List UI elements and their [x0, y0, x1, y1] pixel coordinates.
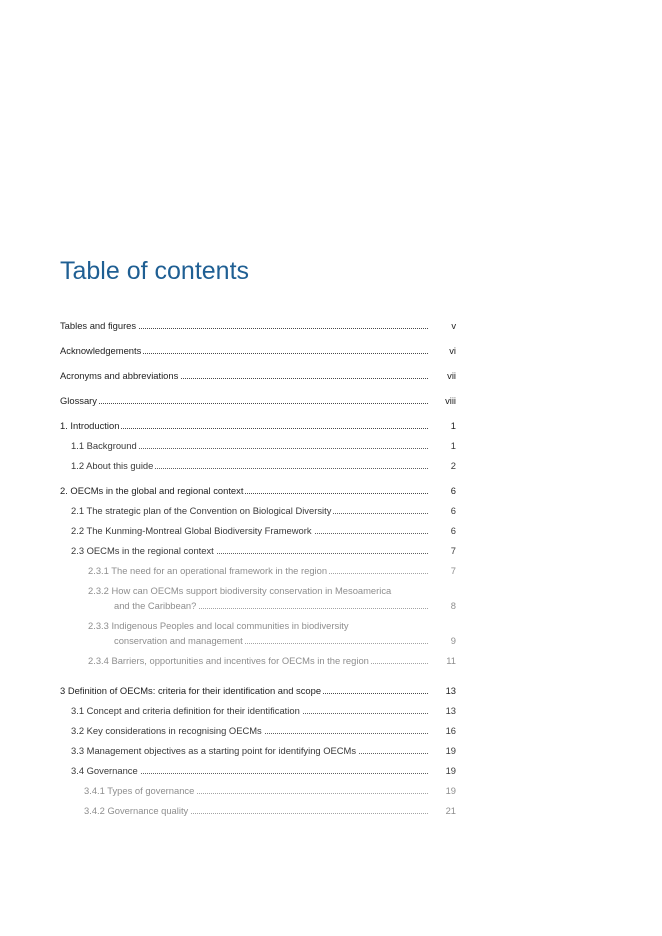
toc-entry-title: 2.3.2 How can OECMs support biodiversity conservation in Mesoamerica [88, 585, 392, 596]
toc-entry-page: 2 [450, 460, 456, 471]
toc-entry-page: 21 [445, 805, 456, 816]
toc-entry-title: 2.3.3 Indigenous Peoples and local communities in biodiversity [88, 620, 349, 631]
toc-entry[interactable] [88, 654, 458, 667]
toc-entry[interactable] [60, 484, 458, 497]
toc-entry-page: 1 [450, 440, 456, 451]
toc-entry-page: v [451, 320, 456, 331]
toc-entry-page: 13 [445, 705, 456, 716]
toc-entry[interactable] [60, 394, 458, 407]
toc-entry-title: 2.2 The Kunming-Montreal Global Biodiversity Framework [71, 525, 312, 536]
toc-entry-title: 3.4.1 Types of governance [84, 785, 195, 796]
toc-entry[interactable] [88, 584, 458, 612]
toc-entry-page: 19 [445, 785, 456, 796]
toc-entry[interactable] [88, 619, 458, 647]
toc-entry-page: 16 [445, 725, 456, 736]
toc-entry[interactable] [71, 524, 458, 537]
toc-entry-page: 13 [445, 685, 456, 696]
toc-entry[interactable] [84, 804, 458, 817]
toc-entry-title-continued: and the Caribbean? [88, 599, 198, 612]
toc-entry-title-continued: conservation and management [88, 634, 245, 647]
toc-entry-title: 2. OECMs in the global and regional context [60, 485, 244, 496]
toc-entry-page: 8 [450, 600, 456, 611]
toc-entry-page: 11 [446, 655, 456, 666]
toc-entry-title: 3.4 Governance [71, 765, 138, 776]
toc-entry-title: 2.3.1 The need for an operational framework in the region [88, 565, 328, 576]
toc-entry[interactable] [88, 564, 458, 577]
toc-entry-page: 7 [450, 545, 456, 556]
toc-entry[interactable] [71, 544, 458, 557]
toc-entry-page: 1 [450, 420, 456, 431]
toc-entry[interactable] [71, 439, 458, 452]
toc-entry-title: 3.4.2 Governance quality [84, 805, 189, 816]
page-title: Table of contents [60, 256, 250, 285]
toc-entry[interactable] [71, 504, 458, 517]
toc-entry-page: 6 [450, 525, 456, 536]
toc-entry[interactable] [71, 764, 458, 777]
toc-entry-title: 3.1 Concept and criteria definition for their identification [71, 705, 300, 716]
toc-entry-page: vii [447, 370, 456, 381]
toc-entry[interactable] [71, 724, 458, 737]
toc-entry-title: 3 Definition of OECMs: criteria for their identification and scope [60, 685, 322, 696]
toc-entry[interactable] [71, 704, 458, 717]
toc-entry-page: 19 [445, 765, 456, 776]
toc-entry[interactable] [71, 744, 458, 757]
toc-entry[interactable] [60, 319, 458, 332]
toc-entry[interactable] [60, 369, 458, 382]
toc-entry-title: Glossary [60, 395, 97, 406]
toc-entry[interactable] [60, 344, 458, 357]
toc-entry-page: 6 [450, 505, 456, 516]
toc-entry-page: viii [445, 395, 456, 406]
toc-entry[interactable] [60, 419, 458, 432]
toc-entry-page: vi [449, 345, 456, 356]
toc-entry-title: 3.2 Key considerations in recognising OECMs [71, 725, 262, 736]
toc-entry-page: 6 [450, 485, 456, 496]
toc-entry-title: 2.3 OECMs in the regional context [71, 545, 214, 556]
toc-entry-title: 2.3.4 Barriers, opportunities and incentives for OECMs in the region [88, 655, 369, 666]
toc-entry[interactable] [71, 459, 458, 472]
toc-entry-title: 1. Introduction [60, 420, 120, 431]
toc-entry-title: 1.2 About this guide [71, 460, 154, 471]
toc-entry-title: 2.1 The strategic plan of the Convention on Biological Diversity [71, 505, 332, 516]
toc-entry[interactable] [60, 684, 458, 697]
toc-entry-page: 19 [445, 745, 456, 756]
toc-entry-title: Tables and figures [60, 320, 137, 331]
toc-entry[interactable] [84, 784, 458, 797]
toc-entry-title: Acknowledgements [60, 345, 142, 356]
toc-entry-page: 7 [450, 565, 456, 576]
toc-entry-page: 9 [450, 635, 456, 646]
toc-entry-title: 3.3 Management objectives as a starting point for identifying OECMs [71, 745, 357, 756]
toc-entry-title: Acronyms and abbreviations [60, 370, 179, 381]
toc-entry-title: 1.1 Background [71, 440, 137, 451]
